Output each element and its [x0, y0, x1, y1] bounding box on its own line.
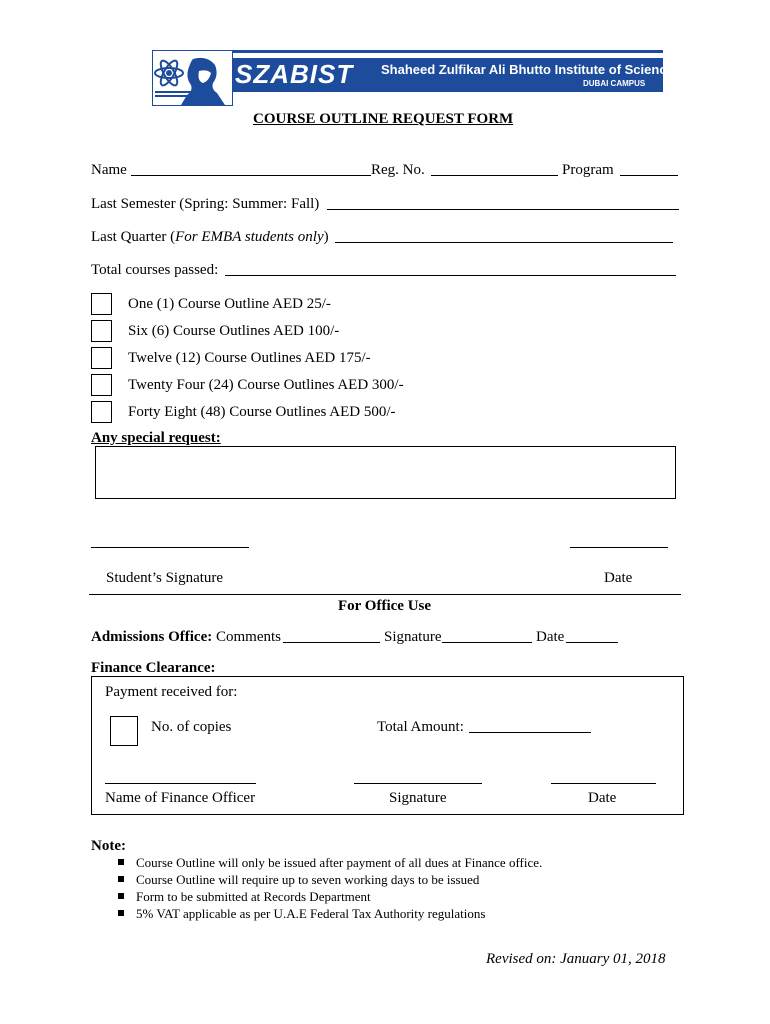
finance-officer-line[interactable]	[105, 783, 256, 784]
option-label-6: Six (6) Course Outlines AED 100/-	[128, 323, 340, 339]
total-amount-field[interactable]	[469, 732, 591, 733]
last-quarter-note: For EMBA students only	[175, 229, 324, 245]
option-label-24: Twenty Four (24) Course Outlines AED 300/-	[128, 377, 404, 393]
finance-date-label: Date	[588, 790, 617, 806]
admissions-comments-field[interactable]	[283, 642, 380, 643]
name-label: Name	[91, 162, 127, 178]
admissions-signature-label: Signature	[384, 629, 442, 645]
note-item	[118, 871, 542, 888]
notes-heading: Note:	[91, 838, 126, 854]
square-bullet-icon	[118, 859, 124, 865]
finance-signature-line[interactable]	[354, 783, 482, 784]
last-semester-label: Last Semester (Spring: Summer: Fall)	[91, 196, 320, 212]
institute-logo	[152, 50, 233, 106]
admissions-date-label: Date	[536, 629, 565, 645]
option-checkbox-12[interactable]	[91, 347, 112, 369]
student-signature-label: Student’s Signature	[106, 570, 224, 586]
reg-no-label: Reg. No.	[371, 162, 425, 178]
finance-signature-label: Signature	[389, 790, 447, 806]
finance-clearance-label: Finance Clearance:	[91, 660, 216, 676]
note-item	[118, 888, 542, 905]
option-checkbox-48[interactable]	[91, 401, 112, 423]
revised-date: Revised on: January 01, 2018	[486, 951, 666, 967]
copies-label: No. of copies	[151, 719, 232, 735]
office-use-heading: For Office Use	[338, 598, 432, 614]
last-semester-field[interactable]	[327, 209, 679, 210]
student-date-line[interactable]	[570, 547, 668, 548]
logo-wordmark: SZABIST	[235, 59, 354, 89]
header-banner	[231, 58, 763, 92]
admissions-comments-label: Comments	[216, 629, 282, 645]
last-quarter-label	[91, 228, 329, 246]
option-checkbox-1[interactable]	[91, 293, 112, 315]
note-item	[118, 905, 542, 922]
admissions-row	[91, 628, 281, 646]
atom-portrait-icon	[153, 51, 232, 105]
student-signature-line[interactable]	[91, 547, 249, 548]
total-courses-label: Total courses passed:	[91, 262, 219, 278]
reg-no-field[interactable]	[431, 175, 558, 176]
campus-name: DUBAI CAMPUS	[583, 79, 646, 88]
name-field[interactable]	[131, 175, 371, 176]
option-label-12: Twelve (12) Course Outlines AED 175/-	[128, 350, 371, 366]
note-text: 5% VAT applicable as per U.A.E Federal Tax Authority regulations	[136, 906, 486, 921]
option-label-48: Forty Eight (48) Course Outlines AED 500/-	[128, 404, 396, 420]
last-quarter-field[interactable]	[335, 242, 673, 243]
special-request-label: Any special request:	[91, 430, 221, 446]
note-text: Form to be submitted at Records Department	[136, 889, 371, 904]
finance-date-line[interactable]	[551, 783, 656, 784]
total-amount-label: Total Amount:	[377, 719, 464, 735]
total-courses-field[interactable]	[225, 275, 676, 276]
square-bullet-icon	[118, 893, 124, 899]
square-bullet-icon	[118, 910, 124, 916]
program-label: Program	[562, 162, 614, 178]
note-text: Course Outline will require up to seven working days to be issued	[136, 872, 480, 887]
form-title: COURSE OUTLINE REQUEST FORM	[253, 111, 514, 127]
office-divider	[89, 594, 681, 595]
last-quarter-prefix: Last Quarter (	[91, 229, 176, 245]
copies-checkbox[interactable]	[110, 716, 138, 746]
square-bullet-icon	[118, 876, 124, 882]
note-item	[118, 854, 542, 871]
admissions-signature-field[interactable]	[442, 642, 532, 643]
option-checkbox-24[interactable]	[91, 374, 112, 396]
admissions-label: Admissions Office:	[91, 629, 213, 645]
admissions-date-field[interactable]	[566, 642, 618, 643]
option-label-1: One (1) Course Outline AED 25/-	[128, 296, 331, 312]
program-field[interactable]	[620, 175, 678, 176]
payment-received-label: Payment received for:	[105, 684, 238, 700]
institute-name: Shaheed Zulfikar Ali Bhutto Institute of Science & Technology	[381, 62, 763, 77]
special-request-box[interactable]	[95, 446, 676, 499]
option-checkbox-6[interactable]	[91, 320, 112, 342]
student-date-label: Date	[604, 570, 633, 586]
note-text: Course Outline will only be issued after payment of all dues at Finance office.	[136, 855, 543, 870]
finance-officer-label: Name of Finance Officer	[105, 790, 256, 806]
last-quarter-suffix: )	[323, 229, 329, 245]
notes-list	[118, 854, 542, 922]
